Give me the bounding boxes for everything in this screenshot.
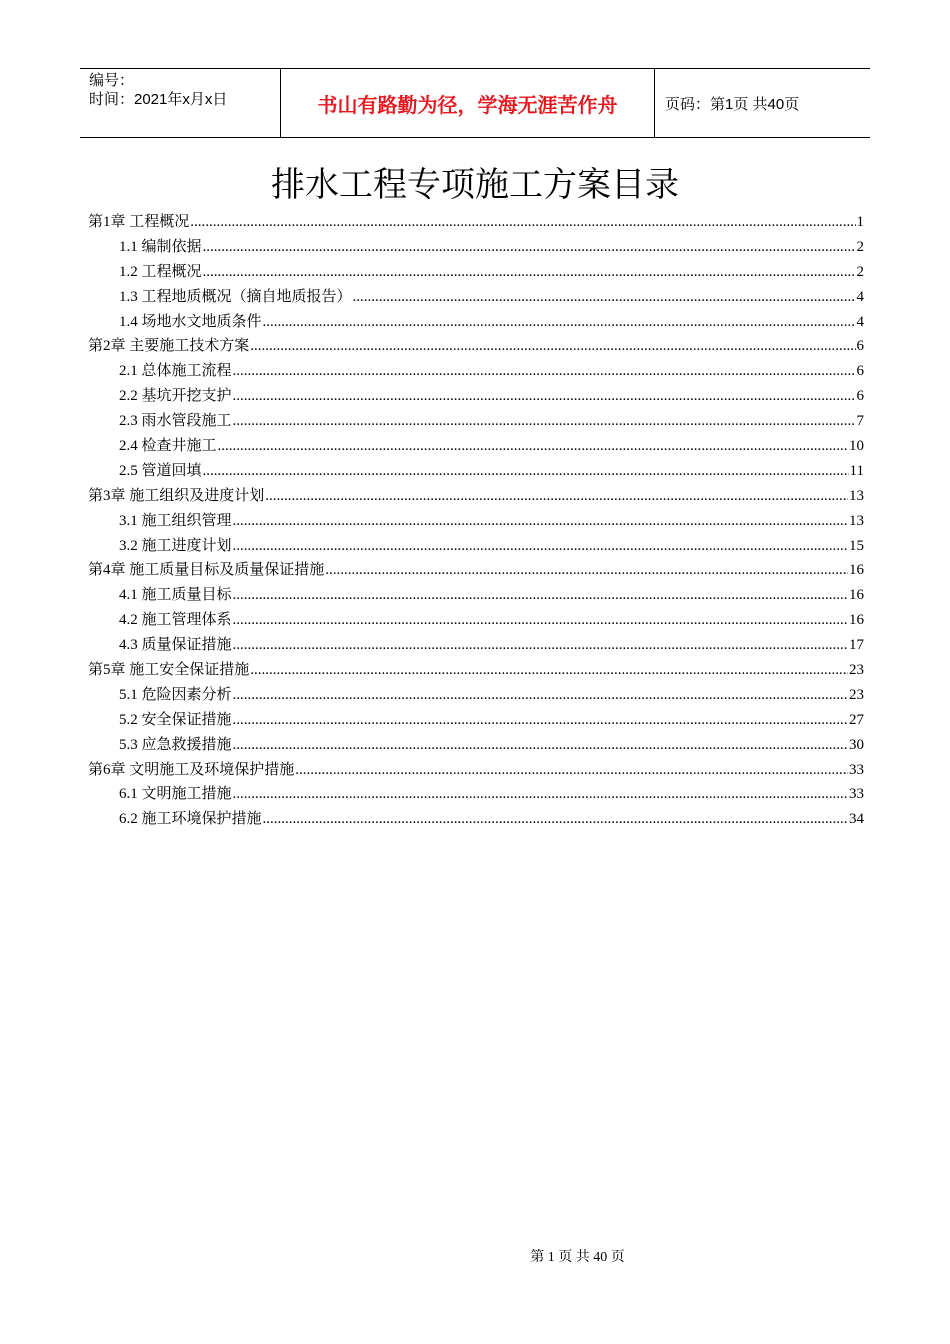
toc-entry-label: 5.2 安全保证措施 (119, 711, 232, 728)
toc-leader-dots (233, 708, 848, 733)
document-header (80, 68, 870, 138)
toc-entry-label: 第4章 施工质量目标及质量保证措施 (88, 562, 325, 579)
table-of-contents (88, 210, 864, 832)
document-number-label: 编号： (89, 72, 135, 89)
toc-section-entry[interactable] (88, 509, 864, 534)
toc-entry-page: 30 (849, 736, 864, 753)
toc-section-entry[interactable] (88, 409, 864, 434)
toc-section-entry[interactable] (88, 310, 864, 335)
toc-section-entry[interactable] (88, 733, 864, 758)
toc-entry-label: 6.1 文明施工措施 (119, 786, 232, 803)
toc-leader-dots (233, 633, 848, 658)
toc-entry-label: 第5章 施工安全保证措施 (88, 662, 250, 679)
toc-entry-page: 27 (849, 711, 864, 728)
toc-section-entry[interactable] (88, 807, 864, 832)
toc-leader-dots (265, 484, 848, 509)
toc-section-entry[interactable] (88, 384, 864, 409)
toc-leader-dots (263, 807, 848, 832)
toc-leader-dots (190, 210, 855, 235)
toc-leader-dots (203, 235, 856, 260)
toc-entry-label: 4.2 施工管理体系 (119, 612, 232, 629)
toc-section-entry[interactable] (88, 260, 864, 285)
toc-section-entry[interactable] (88, 683, 864, 708)
toc-entry-page: 2 (856, 238, 864, 255)
toc-entry-page: 6 (856, 338, 864, 355)
toc-entry-page: 33 (849, 761, 864, 778)
toc-section-entry[interactable] (88, 608, 864, 633)
toc-entry-label: 2.2 基坑开挖支护 (119, 388, 232, 405)
toc-entry-page: 23 (849, 662, 864, 679)
toc-entry-label: 1.4 场地水文地质条件 (119, 313, 262, 330)
toc-entry-label: 1.3 工程地质概况（摘自地质报告） (119, 288, 352, 305)
toc-entry-label: 第2章 主要施工技术方案 (88, 338, 250, 355)
toc-section-entry[interactable] (88, 583, 864, 608)
toc-entry-label: 第3章 施工组织及进度计划 (88, 487, 265, 504)
toc-entry-label: 4.1 施工质量目标 (119, 587, 232, 604)
toc-section-entry[interactable] (88, 459, 864, 484)
header-motto: 书山有路勤为径，学海无涯苦作舟 (281, 69, 655, 137)
toc-entry-page: 2 (856, 263, 864, 280)
toc-entry-label: 2.1 总体施工流程 (119, 363, 232, 380)
toc-section-entry[interactable] (88, 285, 864, 310)
toc-entry-label: 第1章 工程概况 (88, 214, 190, 230)
toc-entry-page: 16 (849, 587, 864, 604)
toc-entry-page: 10 (849, 438, 864, 455)
toc-entry-label: 第6章 文明施工及环境保护措施 (88, 761, 295, 778)
toc-section-entry[interactable] (88, 359, 864, 384)
toc-section-entry[interactable] (88, 534, 864, 559)
toc-entry-page: 13 (849, 512, 864, 529)
toc-leader-dots (203, 459, 849, 484)
toc-leader-dots (233, 608, 848, 633)
toc-leader-dots (353, 285, 856, 310)
toc-leader-dots (233, 359, 856, 384)
toc-entry-page: 34 (849, 811, 864, 828)
toc-leader-dots (233, 509, 848, 534)
toc-leader-dots (250, 334, 855, 359)
toc-entry-label: 2.5 管道回填 (119, 462, 202, 479)
toc-leader-dots (250, 658, 848, 683)
toc-leader-dots (233, 583, 848, 608)
toc-chapter-entry[interactable] (88, 210, 864, 235)
toc-leader-dots (203, 260, 856, 285)
toc-chapter-entry[interactable] (88, 334, 864, 359)
toc-chapter-entry[interactable] (88, 558, 864, 583)
header-page-info: 页码：第1页 共40页 (665, 95, 800, 113)
toc-section-entry[interactable] (88, 434, 864, 459)
toc-entry-page: 6 (856, 388, 864, 405)
toc-section-entry[interactable] (88, 708, 864, 733)
toc-entry-page: 15 (849, 537, 864, 554)
toc-entry-label: 1.1 编制依据 (119, 238, 202, 255)
toc-entry-label: 1.2 工程概况 (119, 263, 202, 280)
toc-entry-page: 13 (849, 487, 864, 504)
toc-entry-label: 6.2 施工环境保护措施 (119, 811, 262, 828)
toc-entry-label: 2.4 检查井施工 (119, 438, 217, 455)
toc-chapter-entry[interactable] (88, 758, 864, 783)
toc-entry-label: 2.3 雨水管段施工 (119, 413, 232, 430)
toc-section-entry[interactable] (88, 235, 864, 260)
toc-leader-dots (233, 409, 856, 434)
toc-leader-dots (233, 733, 848, 758)
toc-chapter-entry[interactable] (88, 658, 864, 683)
toc-entry-page: 23 (849, 686, 864, 703)
toc-section-entry[interactable] (88, 782, 864, 807)
toc-leader-dots (233, 782, 848, 807)
toc-entry-page: 7 (856, 413, 864, 430)
toc-entry-page: 4 (856, 288, 864, 305)
toc-entry-page: 16 (849, 562, 864, 579)
toc-leader-dots (263, 310, 856, 335)
page-footer (0, 1246, 950, 1266)
toc-entry-page: 1 (856, 214, 864, 230)
toc-section-entry[interactable] (88, 633, 864, 658)
document-title: 排水工程专项施工方案目录 (271, 165, 679, 205)
toc-entry-page: 17 (849, 637, 864, 654)
toc-entry-page: 33 (849, 786, 864, 803)
toc-entry-label: 3.1 施工组织管理 (119, 512, 232, 529)
toc-entry-label: 5.1 危险因素分析 (119, 686, 232, 703)
toc-entry-label: 4.3 质量保证措施 (119, 637, 232, 654)
toc-entry-page: 4 (856, 313, 864, 330)
footer-page-number: 第 1 页 共 40 页 (530, 1250, 625, 1265)
toc-entry-page: 11 (849, 462, 864, 479)
header-meta (80, 69, 281, 137)
toc-leader-dots (325, 558, 848, 583)
toc-entry-label: 5.3 应急救援措施 (119, 736, 232, 753)
toc-leader-dots (233, 683, 848, 708)
toc-entry-label: 3.2 施工进度计划 (119, 537, 232, 554)
toc-leader-dots (295, 758, 848, 783)
toc-entry-page: 6 (856, 363, 864, 380)
toc-entry-page: 16 (849, 612, 864, 629)
toc-chapter-entry[interactable] (88, 484, 864, 509)
document-time-label: 时间：2021年x月x日 (89, 91, 228, 108)
toc-leader-dots (233, 384, 856, 409)
toc-leader-dots (233, 534, 848, 559)
toc-leader-dots (218, 434, 848, 459)
